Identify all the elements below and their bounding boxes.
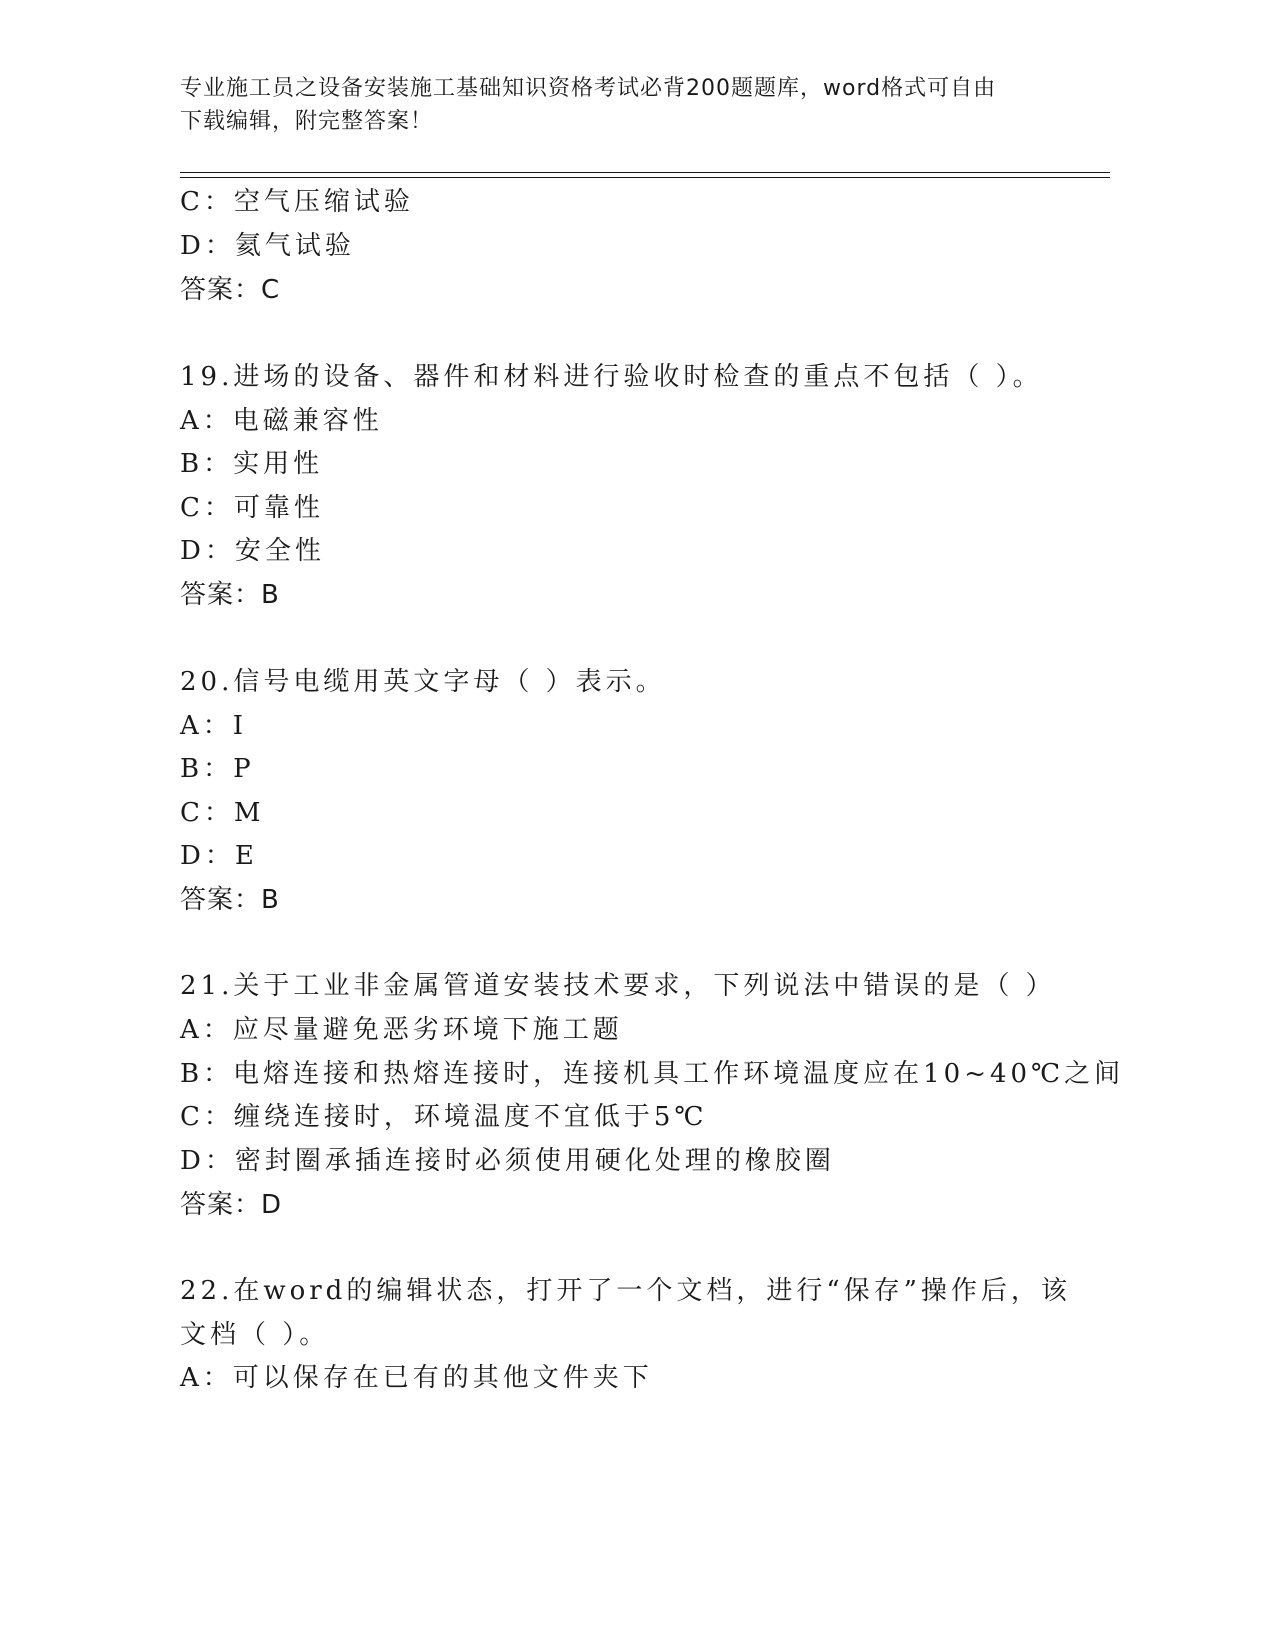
q18-option-c: C：空气压缩试验	[180, 187, 414, 217]
q20-question: 20.信号电缆用英文字母（ ）表示。	[180, 667, 666, 697]
q19-option-a: A：电磁兼容性	[180, 406, 383, 436]
q18-option-d: D：氦气试验	[180, 231, 355, 261]
q20-option-a: A：I	[180, 711, 248, 741]
q20-answer: 答案：B	[180, 885, 280, 915]
q21-answer: 答案：D	[180, 1190, 283, 1220]
q21-option-c: C：缠绕连接时，环境温度不宜低于5℃	[180, 1102, 708, 1132]
q18-answer: 答案：C	[180, 275, 281, 305]
q22-option-a: A：可以保存在已有的其他文件夹下	[180, 1363, 653, 1393]
q19-option-c: C：可靠性	[180, 493, 324, 523]
q20-option-c: C：M	[180, 798, 265, 828]
q21-question: 21.关于工业非金属管道安装技术要求，下列说法中错误的是（ ）	[180, 971, 1056, 1001]
q22-question-line-2: 文档（ ）。	[180, 1320, 330, 1350]
header-line-2: 下载编辑，附完整答案！	[180, 109, 434, 134]
q19-option-b: B：实用性	[180, 449, 324, 479]
header-line-1: 专业施工员之设备安装施工基础知识资格考试必背200题题库，word格式可自由	[180, 76, 997, 101]
q20-option-d: D：E	[180, 841, 258, 871]
q21-option-d: D：密封圈承插连接时必须使用硬化处理的橡胶圈	[180, 1146, 835, 1176]
q19-answer: 答案：B	[180, 580, 280, 610]
q21-option-a: A：应尽量避免恶劣环境下施工题	[180, 1015, 623, 1045]
q19-question: 19.进场的设备、器件和材料进行验收时检查的重点不包括（ ）。	[180, 362, 1043, 392]
q19-option-d: D：安全性	[180, 536, 325, 566]
q20-option-b: B：P	[180, 754, 255, 784]
q22-question-line-1: 22.在word的编辑状态，打开了一个文档，进行“保存”操作后，该	[180, 1276, 1071, 1306]
header-divider-top	[180, 172, 1110, 173]
q21-option-b: B：电熔连接和热熔连接时，连接机具工作环境温度应在10~40℃之间	[180, 1059, 1125, 1089]
document-header	[180, 72, 1040, 138]
header-divider-bottom	[180, 177, 1110, 178]
